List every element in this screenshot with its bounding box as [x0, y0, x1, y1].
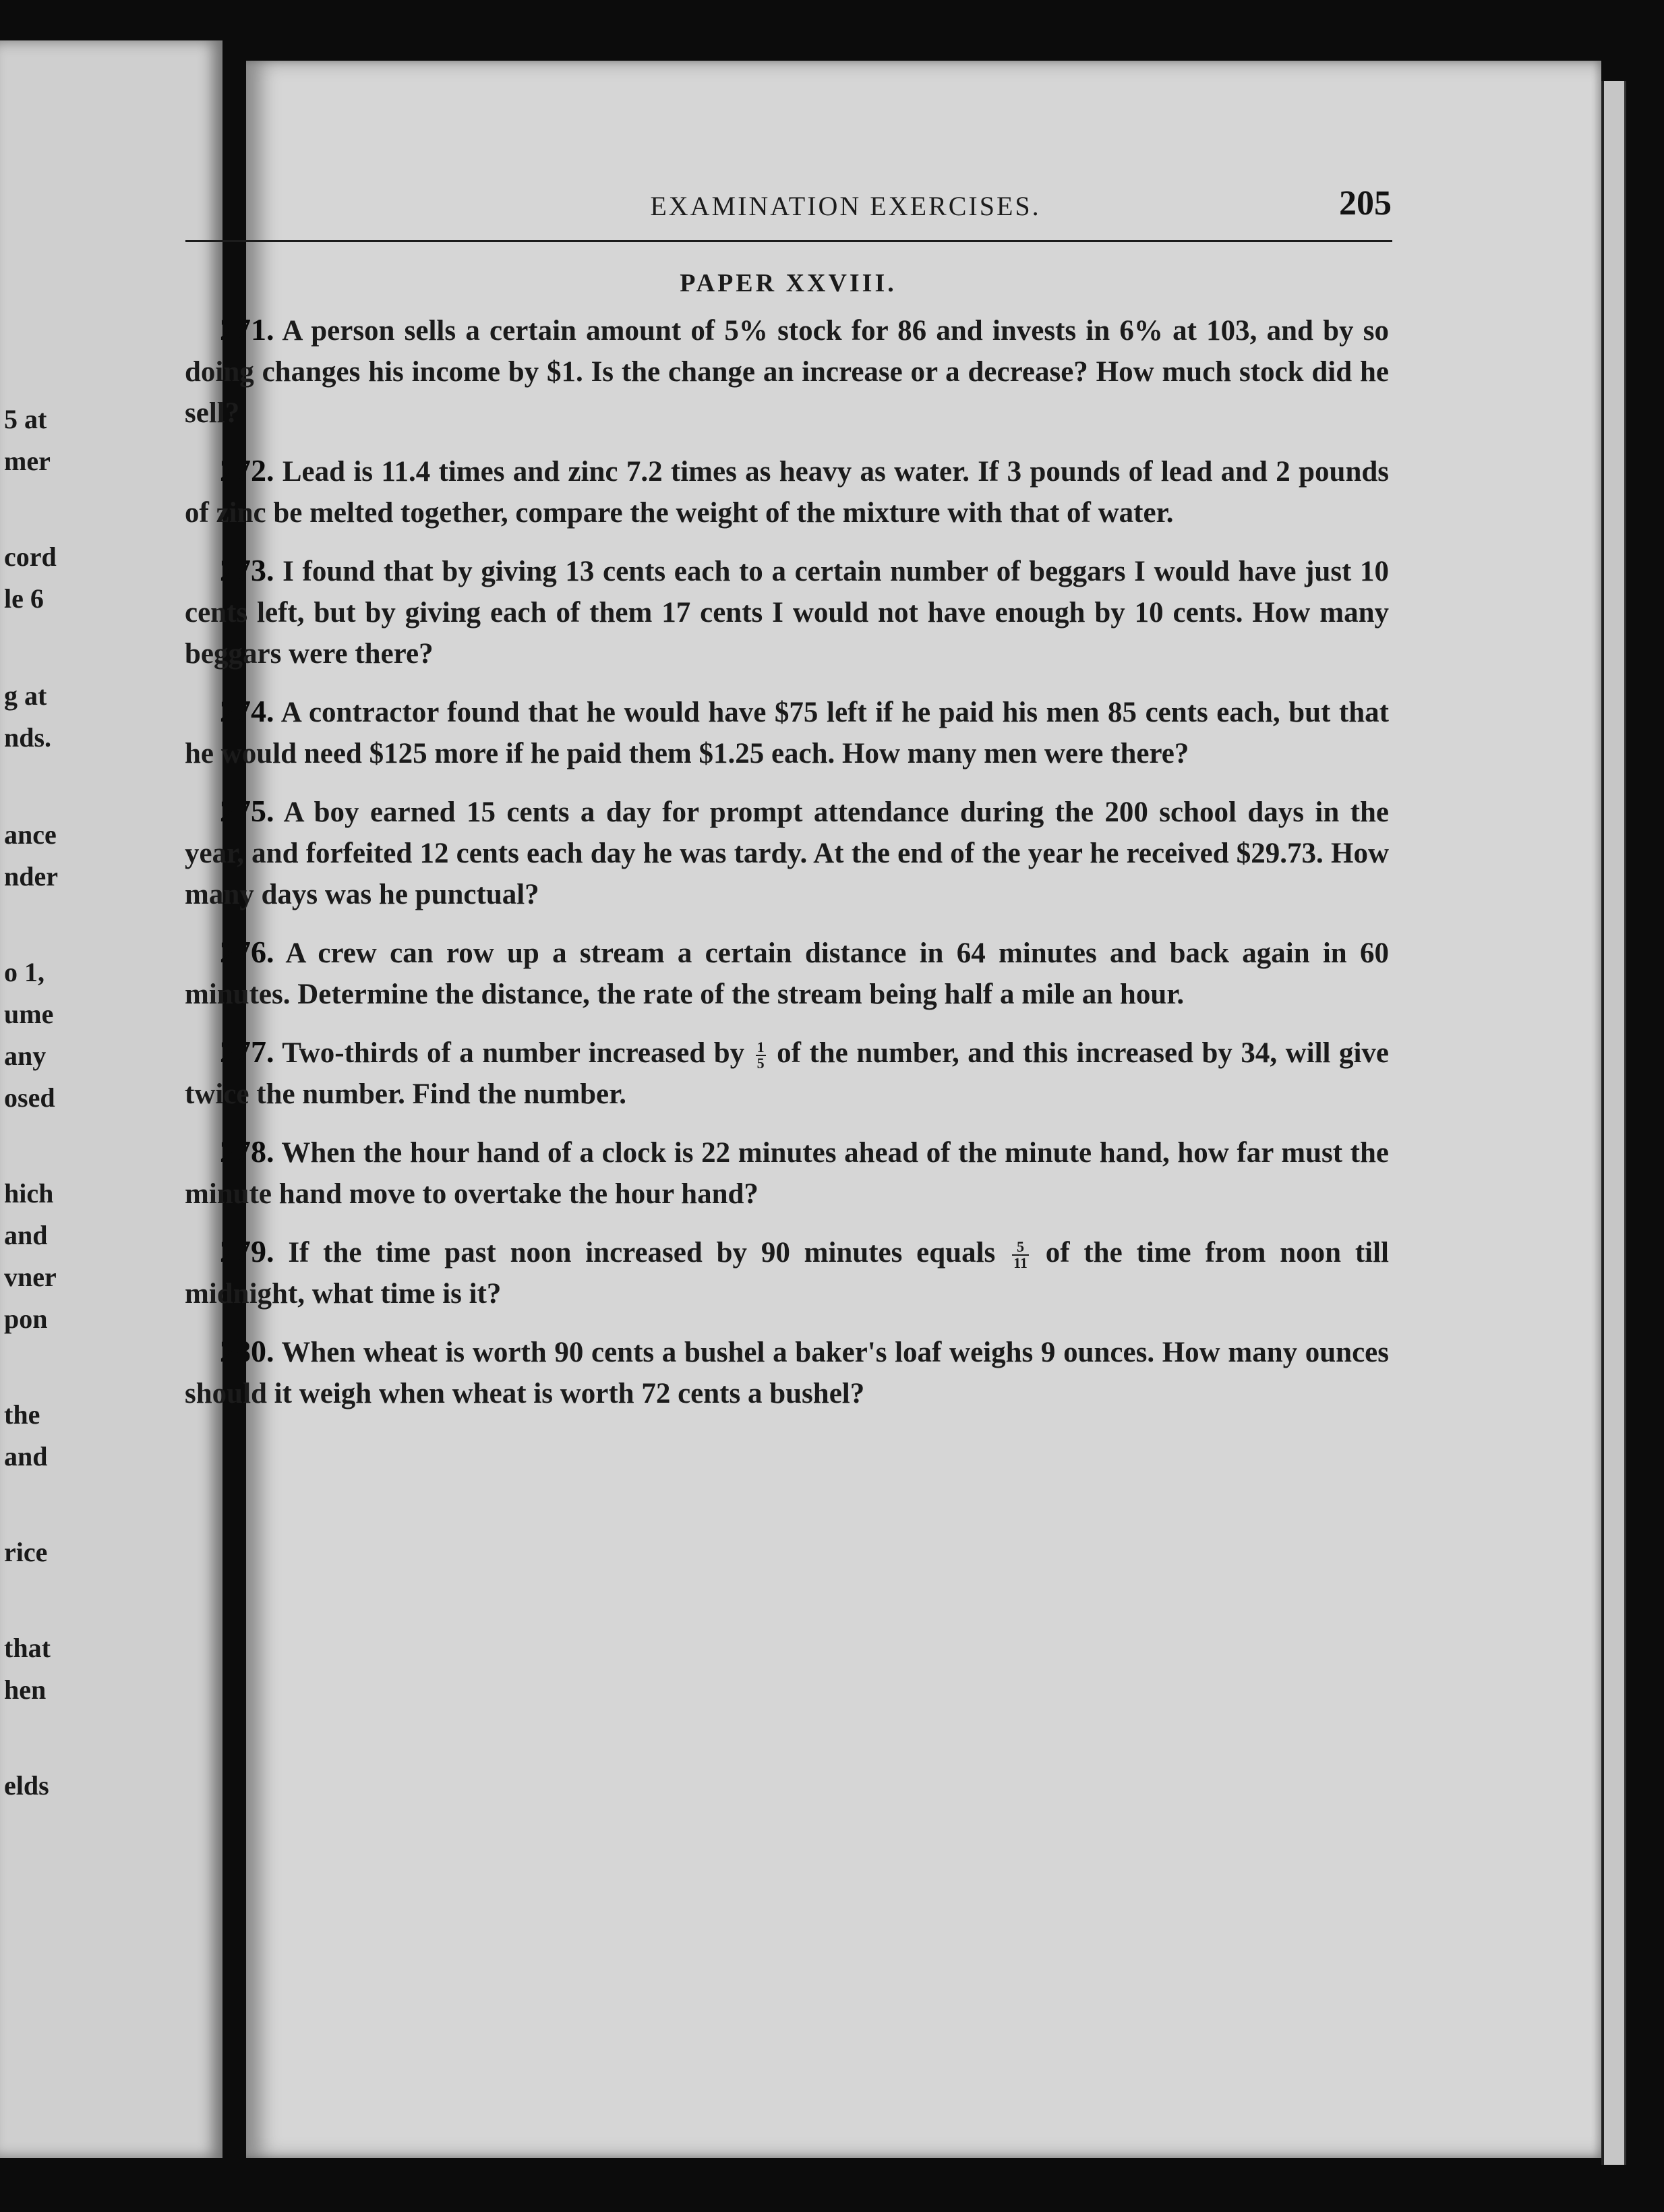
left-text-fragment: any	[4, 1041, 47, 1071]
left-text-fragment: ance	[4, 819, 57, 850]
running-head: EXAMINATION EXERCISES.	[650, 191, 1041, 221]
problem-number: 278.	[220, 1134, 274, 1169]
problem-number: 276.	[220, 935, 274, 969]
left-text-fragment: cord	[4, 542, 57, 572]
problem-text: A crew can row up a stream a certain distance in 64 minutes and back again in 60 minutes. Determine the distance, the rate of the stream being half a mile an hour.	[185, 937, 1389, 1010]
problem-text: Lead is 11.4 times and zinc 7.2 times as heavy as water. If 3 pounds of lead and 2 pounds of zinc be melted together, compare the weight of the mixture with that of water.	[185, 456, 1390, 529]
problem-text: A boy earned 15 cents a day for prompt attendance during the 200 school days in the year, and forfeited 12 cents each day he was tardy. At the end of the year he received $29.73. How many days was he punctual?	[185, 796, 1389, 910]
left-text-fragment: nder	[4, 861, 58, 892]
problem-text-before: If the time past noon increased by 90 minutes equals	[288, 1237, 996, 1269]
page-number: 205	[1339, 184, 1392, 223]
problem-279	[185, 1231, 1389, 1314]
page-header	[185, 184, 1392, 231]
problem-280	[185, 1331, 1389, 1414]
problem-text: A contractor found that he would have $75 left if he paid his men 85 cents each, but that he would need $125 more if he paid them $1.25 each. How many men were there?	[185, 697, 1389, 769]
problem-272	[185, 450, 1389, 533]
left-text-fragment: rice	[4, 1537, 48, 1567]
fraction-numerator: 5	[1012, 1240, 1029, 1256]
left-text-fragment: elds	[4, 1770, 49, 1801]
fraction	[756, 1040, 766, 1071]
left-text-fragment: pon	[4, 1304, 48, 1334]
problem-text: When the hour hand of a clock is 22 minutes ahead of the minute hand, how far must the minute hand move to overtake the hour hand?	[185, 1137, 1389, 1210]
header-rule	[185, 240, 1392, 242]
fraction-denominator: 11	[1013, 1254, 1028, 1272]
left-text-fragment: ume	[4, 999, 54, 1029]
problem-number: 274.	[220, 694, 274, 728]
problem-number: 275.	[220, 794, 274, 828]
left-text-fragment: nds.	[4, 722, 52, 753]
left-text-fragment: hich	[4, 1178, 54, 1209]
problem-275	[185, 790, 1389, 915]
left-text-fragment: hen	[4, 1675, 47, 1705]
problem-273	[185, 550, 1389, 674]
fraction-numerator: 1	[756, 1039, 765, 1056]
problem-text-after: of the number, and this increased by 34, will give twice the number. Find the number.	[185, 1037, 1389, 1110]
problem-276	[185, 931, 1389, 1015]
left-text-fragment: g at	[4, 680, 47, 711]
page-edge	[1601, 81, 1626, 2165]
fraction-denominator: 5	[756, 1055, 765, 1072]
problem-number: 272.	[220, 453, 274, 488]
problem-text: A person sells a certain amount of 5% stock for 86 and invests in 6% at 103, and by so doing changes his income by $1. Is the change an increase or a decrease? How much stock did he sell?	[185, 315, 1389, 429]
problem-274	[185, 691, 1389, 774]
problem-number: 271.	[220, 312, 274, 347]
left-text-fragment: vner	[4, 1262, 57, 1292]
problem-text: I found that by giving 13 cents each to a certain number of beggars I would have just 10 cents left, but by giving each of them 17 cents I would not have enough by 10 cents. How many beggars were there?	[185, 556, 1390, 670]
paper-title: PAPER XXVIII.	[680, 269, 897, 297]
left-text-fragment: o 1,	[4, 957, 44, 987]
problem-number: 273.	[220, 553, 274, 587]
problem-list	[185, 309, 1389, 1430]
left-text-fragment: and	[4, 1441, 48, 1472]
problem-271	[185, 309, 1389, 434]
left-text-fragment: the	[4, 1399, 40, 1430]
problem-number: 277.	[220, 1035, 274, 1069]
problem-text: When wheat is worth 90 cents a bushel a baker's loaf weighs 9 ounces. How many ounces should it weigh when wheat is worth 72 cents a bushel?	[185, 1337, 1389, 1409]
left-text-fragment: 5 at	[4, 404, 47, 434]
problem-278	[185, 1131, 1389, 1215]
fraction	[1012, 1240, 1029, 1271]
problem-277	[185, 1031, 1389, 1115]
left-text-fragment: mer	[4, 446, 51, 476]
problem-number: 279.	[220, 1234, 274, 1269]
problem-text-before: Two-thirds of a number increased by	[282, 1037, 745, 1069]
problem-number: 280.	[220, 1334, 274, 1368]
left-text-fragment: and	[4, 1220, 48, 1250]
left-text-fragment: osed	[4, 1082, 55, 1113]
left-text-fragment: that	[4, 1633, 51, 1663]
problem-text-after: of the time from noon till midnight, what time is it?	[185, 1237, 1390, 1310]
left-text-fragment: le 6	[4, 583, 44, 614]
